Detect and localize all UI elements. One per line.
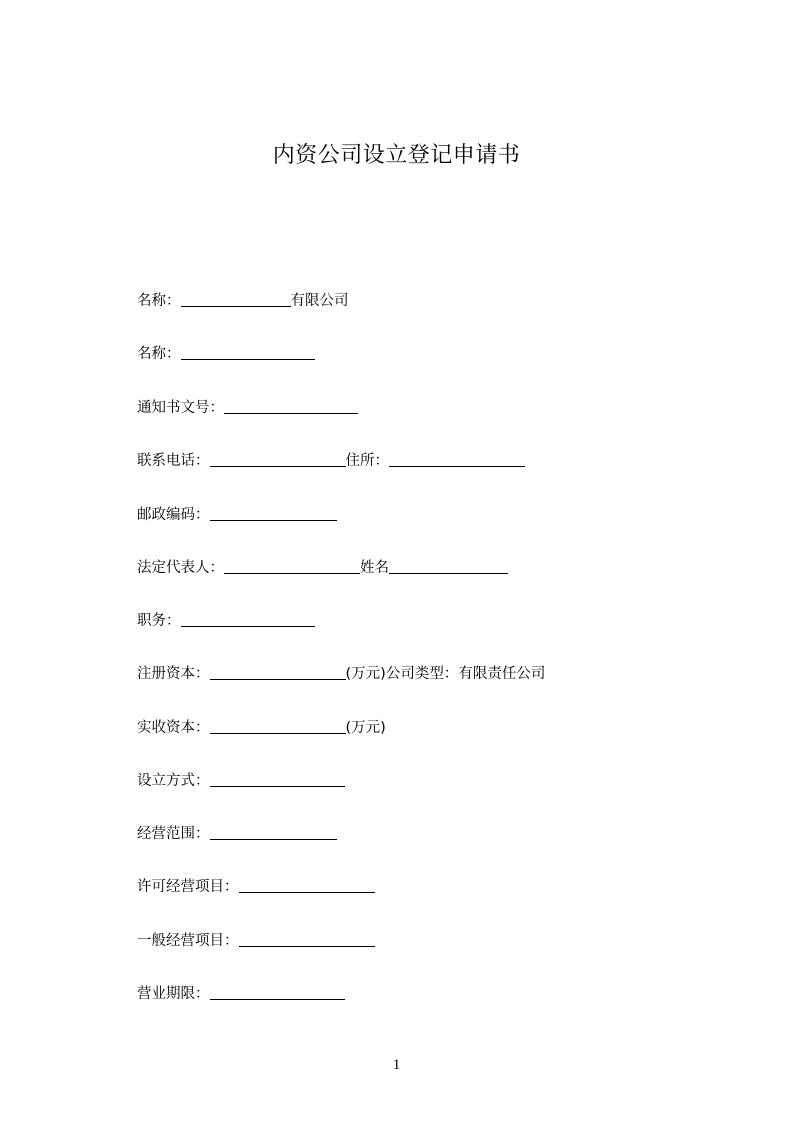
registered-capital-row — [137, 664, 545, 684]
name-row — [137, 344, 315, 364]
legal-rep-label: 法定代表人： — [137, 560, 224, 576]
paid-capital-label: 实收资本： — [137, 720, 210, 736]
establish-method-label: 设立方式： — [137, 773, 210, 789]
page-number: 1 — [392, 1057, 401, 1073]
address-label: 住所： — [345, 453, 389, 469]
name-label: 名称： — [137, 346, 181, 362]
notice-no-blank[interactable] — [224, 399, 358, 414]
general-items-label: 一般经营项目： — [137, 933, 239, 949]
establish-method-row — [137, 771, 345, 791]
document-title: 内资公司设立登记申请书 — [272, 143, 521, 168]
licensed-items-row — [137, 877, 375, 897]
notice-no-label: 通知书文号： — [137, 400, 224, 416]
position-label: 职务： — [137, 613, 181, 629]
company-type-value: 有限责任公司 — [458, 666, 546, 682]
general-items-row — [137, 931, 375, 951]
postal-code-blank[interactable] — [210, 506, 337, 521]
phone-blank[interactable] — [210, 452, 346, 467]
general-items-blank[interactable] — [239, 932, 375, 947]
legal-rep-name-label: 姓名 — [360, 560, 389, 576]
business-term-label: 营业期限： — [137, 986, 210, 1002]
phone-address-row — [137, 451, 525, 471]
position-blank[interactable] — [181, 612, 315, 627]
legal-rep-row — [137, 558, 508, 578]
business-scope-row — [137, 824, 337, 844]
licensed-items-blank[interactable] — [239, 878, 375, 893]
registered-capital-label: 注册资本： — [137, 666, 210, 682]
phone-label: 联系电话： — [137, 453, 210, 469]
paid-capital-blank[interactable] — [210, 719, 346, 734]
legal-rep-blank[interactable] — [224, 559, 360, 574]
registered-capital-blank[interactable] — [210, 665, 346, 680]
position-row — [137, 611, 315, 631]
name-blank[interactable] — [181, 345, 315, 360]
business-term-row — [137, 984, 345, 1004]
paid-capital-row — [137, 718, 386, 738]
company-name-blank[interactable] — [181, 292, 291, 307]
paid-capital-unit: (万元) — [345, 720, 386, 736]
address-blank[interactable] — [389, 452, 525, 467]
business-scope-blank[interactable] — [210, 825, 337, 840]
company-name-label: 名称： — [137, 293, 181, 309]
licensed-items-label: 许可经营项目： — [137, 879, 239, 895]
business-scope-label: 经营范围： — [137, 826, 210, 842]
company-name-row — [137, 291, 349, 311]
registered-capital-unit: (万元) — [345, 666, 386, 682]
postal-code-row — [137, 505, 337, 525]
business-term-blank[interactable] — [210, 985, 345, 1000]
establish-method-blank[interactable] — [210, 772, 345, 787]
legal-rep-name-blank[interactable] — [389, 559, 508, 574]
postal-code-label: 邮政编码： — [137, 507, 210, 523]
notice-no-row — [137, 398, 358, 418]
company-type-label: 公司类型： — [385, 666, 459, 682]
company-name-suffix: 有限公司 — [290, 293, 349, 309]
